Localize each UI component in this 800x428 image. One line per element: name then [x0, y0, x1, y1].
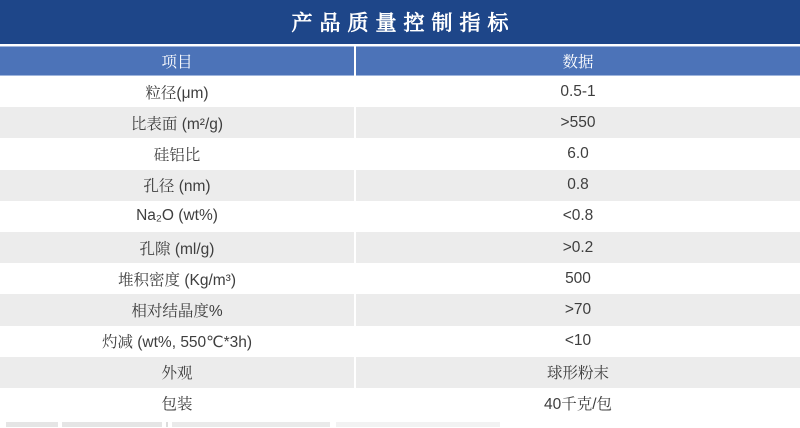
value-cell	[356, 326, 800, 357]
item-cell	[0, 138, 354, 169]
table-title-bar	[0, 0, 800, 44]
item-value: <0.8	[562, 207, 594, 225]
table-row	[0, 76, 800, 107]
item-cell	[0, 263, 354, 294]
value-cell	[356, 76, 800, 107]
cropped-fragment	[6, 422, 58, 427]
table-row	[0, 138, 800, 169]
item-value: <10	[564, 332, 592, 350]
column-header-value-label: 数据	[562, 54, 594, 71]
item-value: 500	[565, 269, 591, 287]
item-value: >70	[564, 300, 592, 318]
table-row	[0, 326, 800, 357]
item-value: 0.8	[567, 176, 589, 194]
cropped-fragment	[172, 422, 330, 427]
value-cell	[356, 201, 800, 232]
table-row	[0, 294, 800, 325]
value-cell	[356, 138, 800, 169]
item-cell	[0, 170, 354, 201]
table-row	[0, 357, 800, 388]
value-cell	[356, 388, 800, 419]
table-body	[0, 76, 800, 419]
item-label: 堆积密度 (Kg/m³)	[118, 271, 236, 289]
table-row	[0, 170, 800, 201]
item-label: 包装	[161, 396, 193, 414]
table-row	[0, 388, 800, 419]
value-cell	[356, 170, 800, 201]
item-value: 0.5-1	[560, 82, 596, 100]
item-label: Na₂O (wt%)	[136, 207, 218, 225]
item-cell	[0, 326, 354, 357]
item-cell	[0, 294, 354, 325]
page-title: 产品质量控制指标	[291, 12, 516, 35]
item-label: 比表面 (m²/g)	[130, 115, 224, 133]
value-cell	[356, 357, 800, 388]
table-row	[0, 232, 800, 263]
item-cell	[0, 357, 354, 388]
item-label: 孔径 (nm)	[143, 178, 211, 196]
column-header-item	[0, 46, 354, 76]
item-label: 硅铝比	[153, 146, 201, 164]
column-header-value	[356, 46, 800, 76]
value-cell	[356, 107, 800, 138]
item-label: 相对结晶度%	[131, 302, 223, 320]
item-label: 孔隙 (ml/g)	[139, 240, 215, 258]
cropped-fragment	[336, 422, 500, 427]
column-header-item-label: 项目	[161, 54, 193, 71]
value-cell	[356, 232, 800, 263]
value-cell	[356, 263, 800, 294]
item-value: >0.2	[562, 238, 594, 256]
item-cell	[0, 388, 354, 419]
cropped-fragment	[62, 422, 162, 427]
item-label: 灼减 (wt%, 550℃*3h)	[101, 334, 253, 352]
item-value: 40千克/包	[543, 396, 613, 414]
cropped-fragment	[166, 422, 168, 427]
item-value: >550	[560, 113, 596, 131]
item-label: 粒径(μm)	[145, 84, 209, 102]
table-header-row	[0, 46, 800, 76]
item-label: 外观	[161, 365, 193, 383]
item-value: 6.0	[567, 144, 589, 162]
item-value: 球形粉末	[546, 365, 609, 383]
value-cell	[356, 294, 800, 325]
item-cell	[0, 232, 354, 263]
cropped-content-strip	[0, 419, 800, 428]
table-row	[0, 107, 800, 138]
item-cell	[0, 201, 354, 232]
item-cell	[0, 107, 354, 138]
table-row	[0, 263, 800, 294]
item-cell	[0, 76, 354, 107]
table-row	[0, 201, 800, 232]
